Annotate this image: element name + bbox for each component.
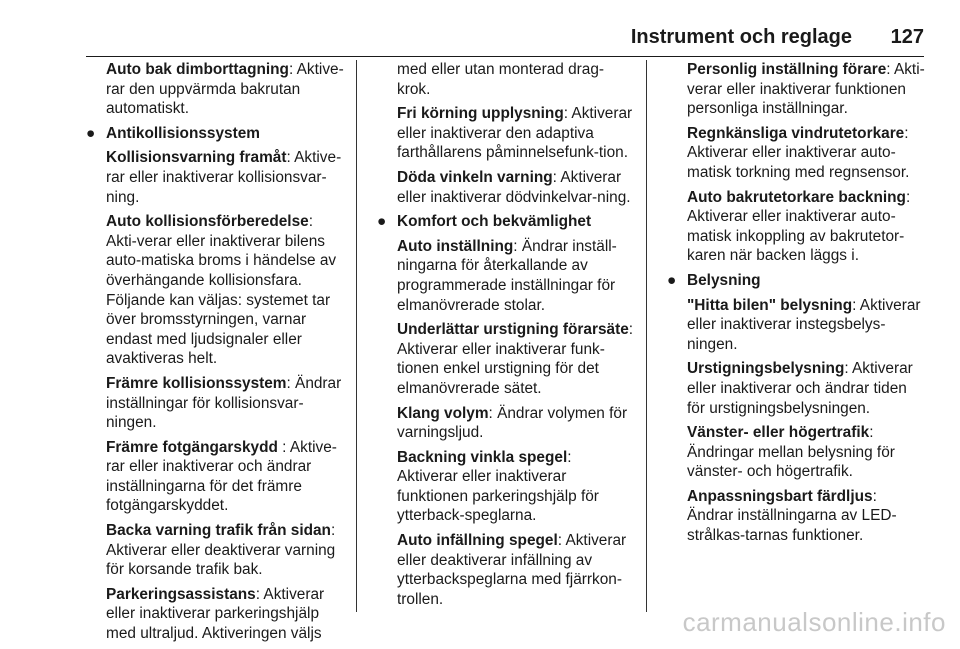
entry-text: : Aktiverar eller inaktiverar och ändrar tiden för urstigningsbelysningen.	[687, 360, 913, 417]
entry-text: : Aktiverar eller deaktiverar varning för korsande trafik bak.	[106, 522, 336, 579]
entry-auto-bakrutetorkare	[687, 188, 927, 266]
entry-text: : Aktive-rar eller inaktiverar och ändrar inställningarna för det främre fotgängarskyddet.	[106, 438, 337, 515]
entry-term: Auto kollisionsförberedelse	[106, 213, 309, 231]
bullet-icon: ●	[377, 213, 387, 231]
entry-term: Auto infällning spegel	[397, 532, 558, 550]
section-komfort	[377, 212, 635, 232]
section-heading: Antikollisionssystem	[106, 124, 260, 142]
entry-term: Fri körning upplysning	[397, 105, 564, 123]
column-divider-1	[356, 60, 357, 612]
section-heading: Belysning	[687, 271, 761, 289]
entry-text: : Akti-verar eller inaktiverar bilens auto-matiska broms i händelse av överhängande kollisionsfara. Följande kan väljas: systemet tar över bromsstyrningen, varnar endast med ljudsignaler eller avaktiveras helt.	[106, 213, 337, 368]
entry-backning-vinkla-spegel	[397, 448, 635, 526]
entry-auto-infallning-spegel	[397, 531, 635, 609]
entry-term: Underlättar urstigning förarsäte	[397, 321, 629, 339]
entry-term: Klang volym	[397, 404, 489, 422]
entry-klang-volym	[397, 404, 635, 443]
entry-vanster-hogertrafik	[687, 423, 927, 482]
entry-text: med eller utan monterad drag-krok.	[397, 61, 605, 98]
entry-text: : Aktiverar eller inaktiverar instegsbelys-ningen.	[687, 296, 921, 353]
section-antikollisionssystem	[86, 124, 346, 144]
entry-term: Auto bak dimborttagning	[106, 61, 289, 78]
watermark: carmanualsonline.info	[682, 607, 946, 637]
section-heading: Komfort och bekvämlighet	[397, 213, 592, 231]
entry-term: Auto inställning	[397, 237, 514, 255]
entry-text: : Aktiverar eller inaktiverar auto-matisk torkning med regnsensor.	[687, 124, 910, 181]
entry-term: Backa varning trafik från sidan	[106, 522, 331, 540]
entry-term: Auto bakrutetorkare backning	[687, 188, 906, 206]
entry-text: : Akti-verar eller inaktiverar funktionen personliga inställningar.	[687, 61, 925, 118]
entry-term: Personlig inställning förare	[687, 61, 887, 78]
entry-text: : Ändringar mellan belysning för vänster- och högertrafik.	[687, 424, 895, 481]
entry-term: Urstigningsbelysning	[687, 360, 845, 378]
entry-auto-installning	[397, 237, 635, 315]
entry-urstigningsbelysning	[687, 359, 927, 418]
entry-continuation	[397, 60, 635, 99]
entry-parkeringsassistans	[106, 585, 346, 644]
entry-personlig-installning	[687, 60, 927, 119]
entry-hitta-bilen-belysning	[687, 296, 927, 355]
column-2	[377, 60, 635, 614]
entry-term: "Hitta bilen" belysning	[687, 296, 853, 314]
bullet-icon: ●	[667, 271, 677, 289]
entry-term: Döda vinkeln varning	[397, 168, 553, 186]
entry-text: : Aktiverar eller deaktiverar infällning av ytterbackspeglarna med fjärrkon-trollen.	[397, 532, 627, 608]
entry-underlattar-urstigning	[397, 320, 635, 398]
entry-auto-bak-dimborttagning	[106, 60, 346, 119]
entry-term: Vänster- eller högertrafik	[687, 424, 870, 442]
entry-text: : Ändrar inställ-ningarna för återkallande av programmerade inställningar för elmanövrerade stolar.	[397, 237, 617, 314]
column-divider-2	[646, 60, 647, 612]
entry-regnkansliga-vindrutetorkare	[687, 124, 927, 183]
entry-anpassningsbart-fardljus	[687, 487, 927, 546]
entry-framre-fotgangarskydd	[106, 438, 346, 516]
entry-text: : Ändrar inställningarna av LED-strålkas-tarnas funktioner.	[687, 487, 897, 545]
entry-term: Backning vinkla spegel	[397, 448, 568, 466]
entry-framre-kollisionssystem	[106, 374, 346, 433]
entry-text: : Aktiverar eller inaktiverar dödvinkelvar-ning.	[397, 168, 631, 206]
entry-term: Främre kollisionssystem	[106, 374, 287, 392]
entry-doda-vinkeln-varning	[397, 168, 635, 207]
header-rule	[86, 56, 924, 57]
entry-fri-korning-upplysning	[397, 104, 635, 163]
entry-text: : Aktiverar eller inaktiverar auto-matisk inkoppling av bakrutetor-karen när backen läggs i.	[687, 188, 911, 265]
entry-term: Parkeringsassistans	[106, 585, 256, 603]
section-belysning	[667, 271, 927, 291]
entry-term: Främre fotgängarskydd	[106, 438, 278, 456]
entry-text: : Aktiverar eller inaktiverar den adaptiva farthållarens påminnelsefunk-tion.	[397, 105, 633, 162]
entry-auto-kollisionsforberedelse	[106, 212, 346, 369]
entry-text: : Aktiverar eller inaktiverar funk-tionen enkel urstigning för det elmanövrerade sätet.	[397, 321, 634, 397]
entry-text: : Aktiverar eller inaktiverar parkeringshjälp med ultraljud. Aktiveringen väljs	[106, 585, 325, 643]
page-number: 127	[890, 26, 924, 48]
column-3	[667, 60, 927, 551]
entry-text: : Ändrar inställningar för kollisionsvar-ningen.	[106, 374, 342, 432]
entry-text: : Aktive-rar den uppvärmda bakrutan automatiskt.	[106, 61, 344, 118]
entry-text: : Ändrar volymen för varningsljud.	[397, 404, 628, 442]
entry-backa-varning-trafik	[106, 521, 346, 580]
entry-kollisionsvarning-framat	[106, 148, 346, 207]
page-header	[0, 0, 960, 56]
entry-term: Kollisionsvarning framåt	[106, 149, 287, 167]
column-1	[86, 60, 346, 649]
entry-term: Anpassningsbart färdljus	[687, 487, 873, 505]
entry-text: : Aktive-rar eller inaktiverar kollisionsvar-ning.	[106, 149, 342, 206]
entry-text: : Aktiverar eller inaktiverar funktionen parkeringshjälp för ytterback-speglarna.	[397, 448, 599, 525]
page-title: Instrument och reglage	[630, 26, 852, 48]
entry-term: Regnkänsliga vindrutetorkare	[687, 124, 905, 142]
bullet-icon: ●	[86, 124, 96, 142]
